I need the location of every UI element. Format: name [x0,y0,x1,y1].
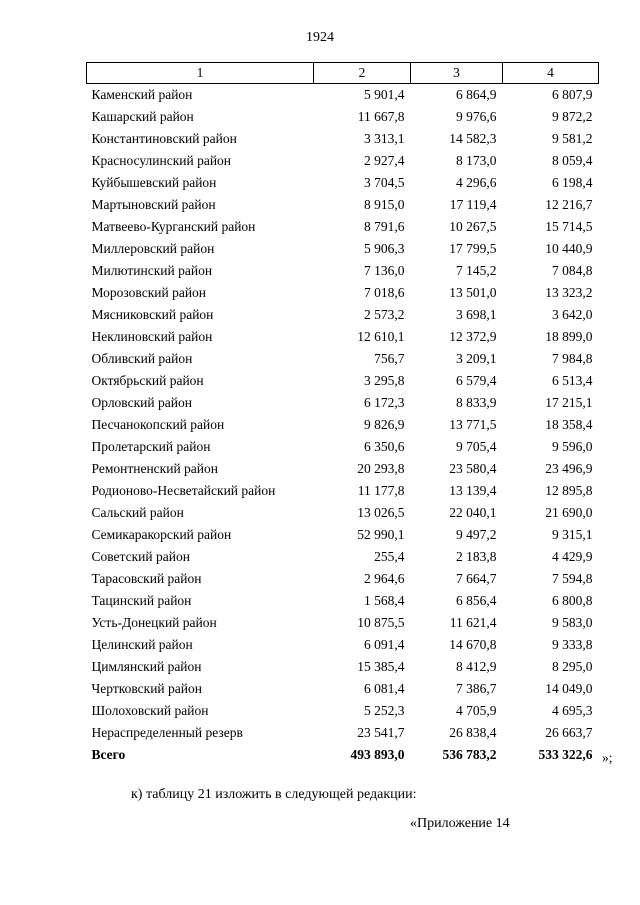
district-name-cell: Песчанокопский район [91,417,225,432]
district-name-cell: Обливский район [91,351,193,366]
value-cell: 9 497,2 [456,527,497,542]
value-cell: 8 833,9 [456,395,497,410]
value-cell: 52 990,1 [357,527,405,542]
value-cell: 4 296,6 [456,175,497,190]
table-body [87,84,599,767]
value-cell: 18 358,4 [545,417,593,432]
column-header: 2 [314,63,411,84]
district-name-cell: Чертковский район [91,681,202,696]
value-cell: 8 412,9 [456,659,497,674]
value-cell: 26 663,7 [545,725,593,740]
value-cell: 15 385,4 [357,659,405,674]
table-row [87,282,599,304]
district-name-cell: Константиновский район [91,131,237,146]
value-cell: 14 670,8 [449,637,497,652]
total-row [87,744,599,766]
value-cell: 14 049,0 [545,681,593,696]
table-row [87,524,599,546]
table-row [87,348,599,370]
value-cell: 17 215,1 [545,395,593,410]
value-cell: 12 895,8 [545,483,593,498]
district-name-cell: Ремонтненский район [91,461,218,476]
table-row [87,128,599,150]
value-cell: 756,7 [374,351,405,366]
district-name-cell: Матвеево-Курганский район [91,219,256,234]
table-row [87,502,599,524]
value-cell: 7 136,0 [364,263,405,278]
value-cell: 7 984,8 [552,351,593,366]
value-cell: 6 081,4 [364,681,405,696]
value-cell: 8 791,6 [364,219,405,234]
value-cell: 8 915,0 [364,197,405,212]
value-cell: 20 293,8 [357,461,405,476]
district-name-cell: Шолоховский район [91,703,209,718]
value-cell: 2 927,4 [364,153,405,168]
value-cell: 6 800,8 [552,593,593,608]
table-row [87,612,599,634]
table-row [87,414,599,436]
value-cell: 9 705,4 [456,439,497,454]
district-name-cell: Родионово-Несветайский район [91,483,276,498]
value-cell: 2 964,6 [364,571,405,586]
district-name-cell: Неклиновский район [91,329,213,344]
value-cell: 3 209,1 [456,351,497,366]
value-cell: 23 580,4 [449,461,497,476]
value-cell: 8 059,4 [552,153,593,168]
district-name-cell: Усть-Донецкий район [91,615,217,630]
table-row [87,370,599,392]
value-cell: 9 826,9 [364,417,405,432]
total-row-suffix: »; [602,750,613,765]
value-cell: 9 596,0 [552,439,593,454]
value-cell: 13 771,5 [449,417,497,432]
column-header: 3 [411,63,503,84]
value-cell: 7 084,8 [552,263,593,278]
value-cell: 23 496,9 [545,461,593,476]
table-row [87,238,599,260]
value-cell: 2 573,2 [364,307,405,322]
table-row [87,392,599,414]
value-cell: 9 315,1 [552,527,593,542]
value-cell: 2 183,8 [456,549,497,564]
value-cell: 26 838,4 [449,725,497,740]
district-name-cell: Нераспределенный резерв [91,725,243,740]
value-cell: 4 695,3 [552,703,593,718]
value-cell: 14 582,3 [449,131,497,146]
district-name-cell: Сальский район [91,505,184,520]
table-row [87,480,599,502]
value-cell: 536 783,2 [442,747,497,762]
table-row [87,590,599,612]
table-row [87,634,599,656]
value-cell: 23 541,7 [357,725,405,740]
district-name-cell: Семикаракорский район [91,527,232,542]
table-row [87,458,599,480]
district-name-cell: Целинский район [91,637,193,652]
table-row [87,172,599,194]
table-row [87,700,599,722]
value-cell: 5 252,3 [364,703,405,718]
value-cell: 9 581,2 [552,131,593,146]
table-row [87,216,599,238]
value-cell: 12 216,7 [545,197,593,212]
column-header: 1 [87,63,314,84]
table-row [87,260,599,282]
value-cell: 21 690,0 [545,505,593,520]
value-cell: 6 091,4 [364,637,405,652]
value-cell: 13 323,2 [545,285,593,300]
district-name-cell: Мясниковский район [91,307,214,322]
value-cell: 9 872,2 [552,109,593,124]
district-name-cell: Каменский район [91,87,193,102]
value-cell: 7 018,6 [364,285,405,300]
value-cell: 6 350,6 [364,439,405,454]
table-row [87,546,599,568]
value-cell: 12 610,1 [357,329,405,344]
value-cell: 17 799,5 [449,241,497,256]
value-cell: 3 295,8 [364,373,405,388]
value-cell: 5 906,3 [364,241,405,256]
value-cell: 6 856,4 [456,593,497,608]
table-row [87,678,599,700]
value-cell: 9 976,6 [456,109,497,124]
value-cell: 9 583,0 [552,615,593,630]
value-cell: 3 313,1 [364,131,405,146]
value-cell: 11 177,8 [357,483,405,498]
table-row [87,722,599,744]
column-header: 4 [503,63,599,84]
district-name-cell: Мартыновский район [91,197,216,212]
value-cell: 13 026,5 [357,505,405,520]
district-name-cell: Цимлянский район [91,659,202,674]
value-cell: 6 579,4 [456,373,497,388]
value-cell: 3 704,5 [364,175,405,190]
value-cell: 11 621,4 [449,615,497,630]
district-name-cell: Миллеровский район [91,241,215,256]
district-name-cell: Милютинский район [91,263,213,278]
value-cell: 3 642,0 [552,307,593,322]
value-cell: 4 429,9 [552,549,593,564]
table-row [87,568,599,590]
table-row [87,656,599,678]
page-number: 1924 [306,30,334,45]
value-cell: 533 322,6 [538,747,593,762]
value-cell: 11 667,8 [357,109,405,124]
district-name-cell: Красносулинский район [91,153,232,168]
district-name-cell: Куйбышевский район [91,175,217,190]
value-cell: 6 513,4 [552,373,593,388]
value-cell: 15 714,5 [545,219,593,234]
table-row [87,436,599,458]
value-cell: 8 173,0 [456,153,497,168]
budget-table [86,62,599,766]
value-cell: 1 568,4 [364,593,405,608]
value-cell: 8 295,0 [552,659,593,674]
table-row [87,150,599,172]
district-name-cell: Тарасовский район [91,571,202,586]
district-name-cell: Кашарский район [91,109,194,124]
value-cell: 255,4 [374,549,405,564]
value-cell: 17 119,4 [449,197,497,212]
district-name-cell: Пролетарский район [91,439,211,454]
value-cell: 6 172,3 [364,395,405,410]
district-name-cell: Орловский район [91,395,192,410]
value-cell: 7 664,7 [456,571,497,586]
value-cell: 9 333,8 [552,637,593,652]
table-row [87,194,599,216]
value-cell: 7 386,7 [456,681,497,696]
district-name-cell: Всего [91,747,126,762]
appendix-reference: «Приложение 14 [410,816,510,831]
value-cell: 18 899,0 [545,329,593,344]
value-cell: 493 893,0 [350,747,405,762]
value-cell: 3 698,1 [456,307,497,322]
value-cell: 12 372,9 [449,329,497,344]
value-cell: 10 267,5 [449,219,497,234]
district-name-cell: Морозовский район [91,285,207,300]
value-cell: 22 040,1 [449,505,497,520]
table-row [87,326,599,348]
district-name-cell: Октябрьский район [91,373,204,388]
value-cell: 10 875,5 [357,615,405,630]
table-row [87,106,599,128]
value-cell: 10 440,9 [545,241,593,256]
district-name-cell: Советский район [91,549,190,564]
table-header-row [87,63,599,84]
value-cell: 13 139,4 [449,483,497,498]
value-cell: 7 594,8 [552,571,593,586]
value-cell: 13 501,0 [449,285,497,300]
value-cell: 6 807,9 [552,87,593,102]
value-cell: 5 901,4 [364,87,405,102]
table-row [87,84,599,107]
value-cell: 7 145,2 [456,263,497,278]
value-cell: 4 705,9 [456,703,497,718]
table-row [87,304,599,326]
instruction-text: к) таблицу 21 изложить в следующей редакции: [131,787,417,802]
value-cell: 6 198,4 [552,175,593,190]
district-name-cell: Тацинский район [91,593,192,608]
value-cell: 6 864,9 [456,87,497,102]
